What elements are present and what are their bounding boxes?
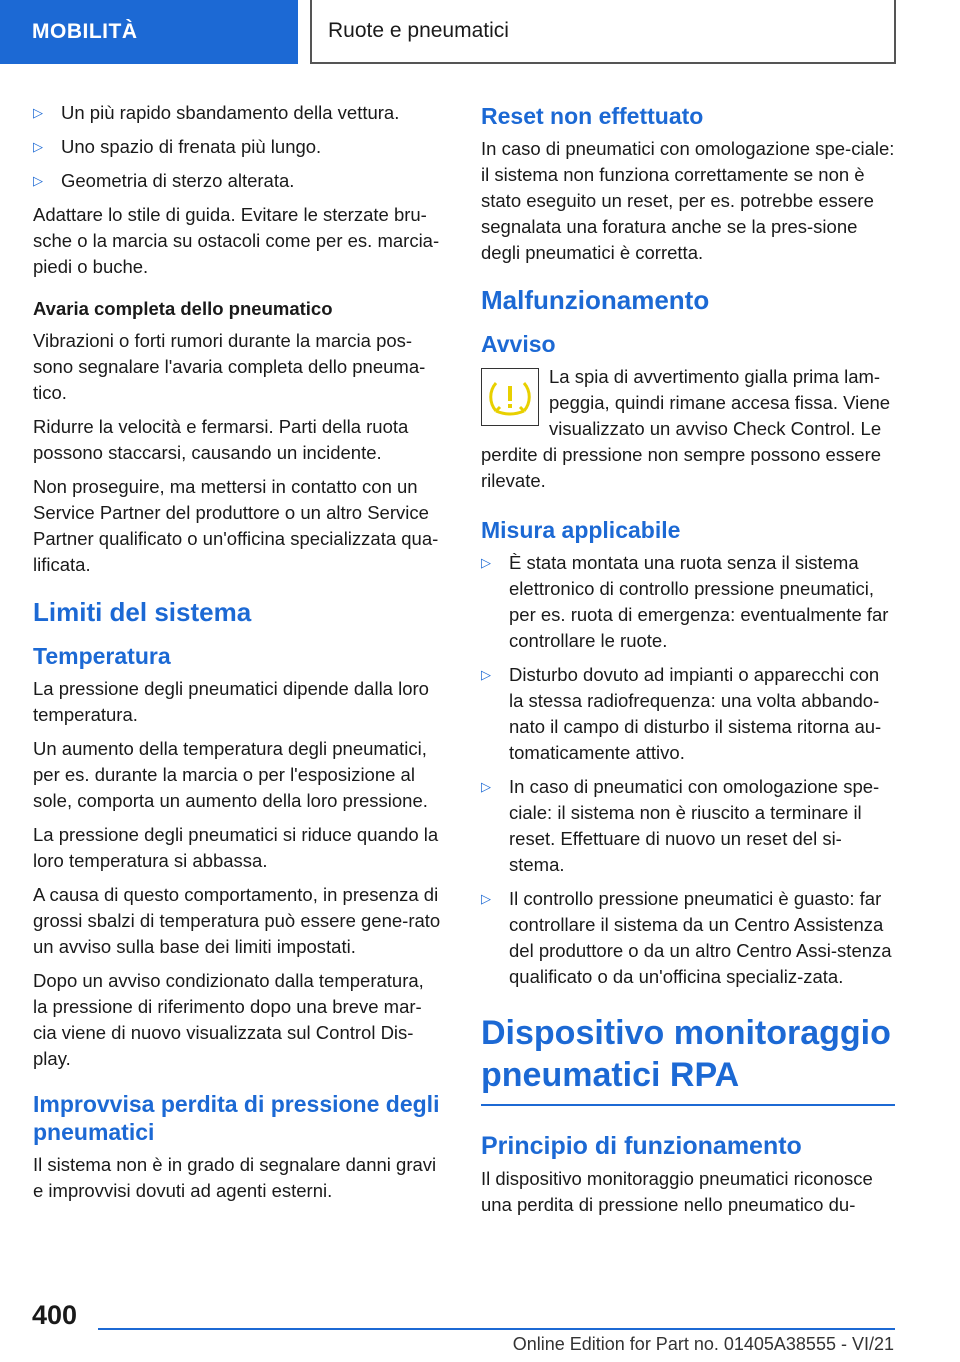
header-topic-label: Ruote e pneumatici bbox=[310, 0, 896, 64]
heading-rpa: Dispositivo monitoraggio pneumatici RPA bbox=[481, 1012, 895, 1106]
bullet-triangle-icon: ▷ bbox=[33, 173, 43, 188]
list-item: ▷ In caso di pneumatici con omologazione spe-ciale: il sistema non è riuscito a terminare il reset. Effettuare di nuovo un reset del si-stema. bbox=[481, 774, 895, 878]
bullet-triangle-icon: ▷ bbox=[481, 891, 491, 906]
heading-limiti: Limiti del sistema bbox=[33, 597, 252, 627]
paragraph: Ridurre la velocità e fermarsi. Parti della ruota possono staccarsi, causando un incidente. bbox=[33, 416, 409, 463]
bullet-triangle-icon: ▷ bbox=[481, 555, 491, 570]
heading-malfunzionamento: Malfunzionamento bbox=[481, 285, 710, 315]
left-column bbox=[33, 100, 443, 1212]
paragraph: Un aumento della temperatura degli pneumatici, per es. durante la marcia o per l'esposizione al sole, comporta un aumento della loro pressione. bbox=[33, 738, 428, 811]
bullet-triangle-icon: ▷ bbox=[481, 779, 491, 794]
heading-improvvisa: Improvvisa perdita di pressione degli pneumatici bbox=[33, 1091, 440, 1145]
warning-block bbox=[481, 364, 895, 494]
heading-misura: Misura applicabile bbox=[481, 517, 681, 543]
right-column bbox=[481, 102, 895, 1226]
footer-edition: Online Edition for Part no. 01405A38555 - VI/21 bbox=[512, 1334, 894, 1354]
paragraph: La pressione degli pneumatici si riduce quando la loro temperatura si abbassa. bbox=[33, 824, 439, 871]
tire-pressure-warning-icon bbox=[481, 368, 539, 426]
list-item: ▷ È stata montata una ruota senza il sistema elettronico di controllo pressione pneumatici, per es. ruota di emergenza: eventualmente far controllare le ruote. bbox=[481, 550, 895, 654]
paragraph: La spia di avvertimento gialla prima lam-peggia, quindi rimane accesa fissa. Viene visualizzato un avviso Check Control. Le perdite di pressione non sempre possono essere rilevate. bbox=[481, 366, 891, 491]
paragraph: A causa di questo comportamento, in presenza di grossi sbalzi di temperatura può essere gene-rato un avviso sulla base dei limiti impostati. bbox=[33, 884, 441, 957]
paragraph: Adattare lo stile di guida. Evitare le sterzate bru-sche o la marcia su ostacoli come per es. marcia-piedi o buche. bbox=[33, 204, 440, 277]
paragraph: In caso di pneumatici con omologazione spe-ciale: il sistema non funziona correttamente se non è stato eseguito un reset, per es. potrebbe essere segnalata una foratura anche se la pres-sione degli pneumatici è corretta. bbox=[481, 138, 895, 263]
heading-temperatura: Temperatura bbox=[33, 643, 171, 669]
heading-avviso: Avviso bbox=[481, 331, 556, 357]
paragraph: La pressione degli pneumatici dipende dalla loro temperatura. bbox=[33, 678, 429, 725]
footer-divider bbox=[98, 1328, 895, 1330]
list-item: ▷ Il controllo pressione pneumatici è guasto: far controllare il sistema da un Centro Assistenza del produttore o da un altro Centro Assi-stenza qualificato o da un'officina specializ-zata. bbox=[481, 886, 895, 990]
bullet-triangle-icon: ▷ bbox=[481, 667, 491, 682]
paragraph: Non proseguire, ma mettersi in contatto con un Service Partner del produttore o un altro Service Partner qualificato o un'officina specializzata qua-lificata. bbox=[33, 476, 439, 575]
bullet-triangle-icon: ▷ bbox=[33, 105, 43, 120]
list-item: ▷ Un più rapido sbandamento della vettura. bbox=[33, 100, 443, 126]
paragraph: Vibrazioni o forti rumori durante la marcia pos-sono segnalare l'avaria completa dello pneuma-tico. bbox=[33, 330, 426, 403]
list-item: ▷ Uno spazio di frenata più lungo. bbox=[33, 134, 443, 160]
paragraph: Il sistema non è in grado di segnalare danni gravi e improvvisi dovuti ad agenti esterni. bbox=[33, 1154, 437, 1201]
header-section-label: MOBILITÀ bbox=[0, 0, 298, 64]
list-item: ▷ Geometria di sterzo alterata. bbox=[33, 168, 443, 194]
paragraph: Il dispositivo monitoraggio pneumatici riconosce una perdita di pressione nello pneumatico du- bbox=[481, 1168, 873, 1215]
subheading-avaria: Avaria completa dello pneumatico bbox=[33, 298, 333, 319]
heading-reset: Reset non effettuato bbox=[481, 103, 704, 129]
page-number: 400 bbox=[32, 1300, 78, 1330]
paragraph: Dopo un avviso condizionato dalla temperatura, la pressione di riferimento dopo una breve mar-cia viene di nuovo visualizzata sul Control Dis-play. bbox=[33, 970, 424, 1069]
heading-principio: Principio di funzionamento bbox=[481, 1132, 802, 1160]
list-item: ▷ Disturbo dovuto ad impianti o apparecchi con la stessa radiofrequenza: una volta abbando-nato il campo di disturbo il sistema ritorna au-tomaticamente attivo. bbox=[481, 662, 895, 766]
bullet-triangle-icon: ▷ bbox=[33, 139, 43, 154]
